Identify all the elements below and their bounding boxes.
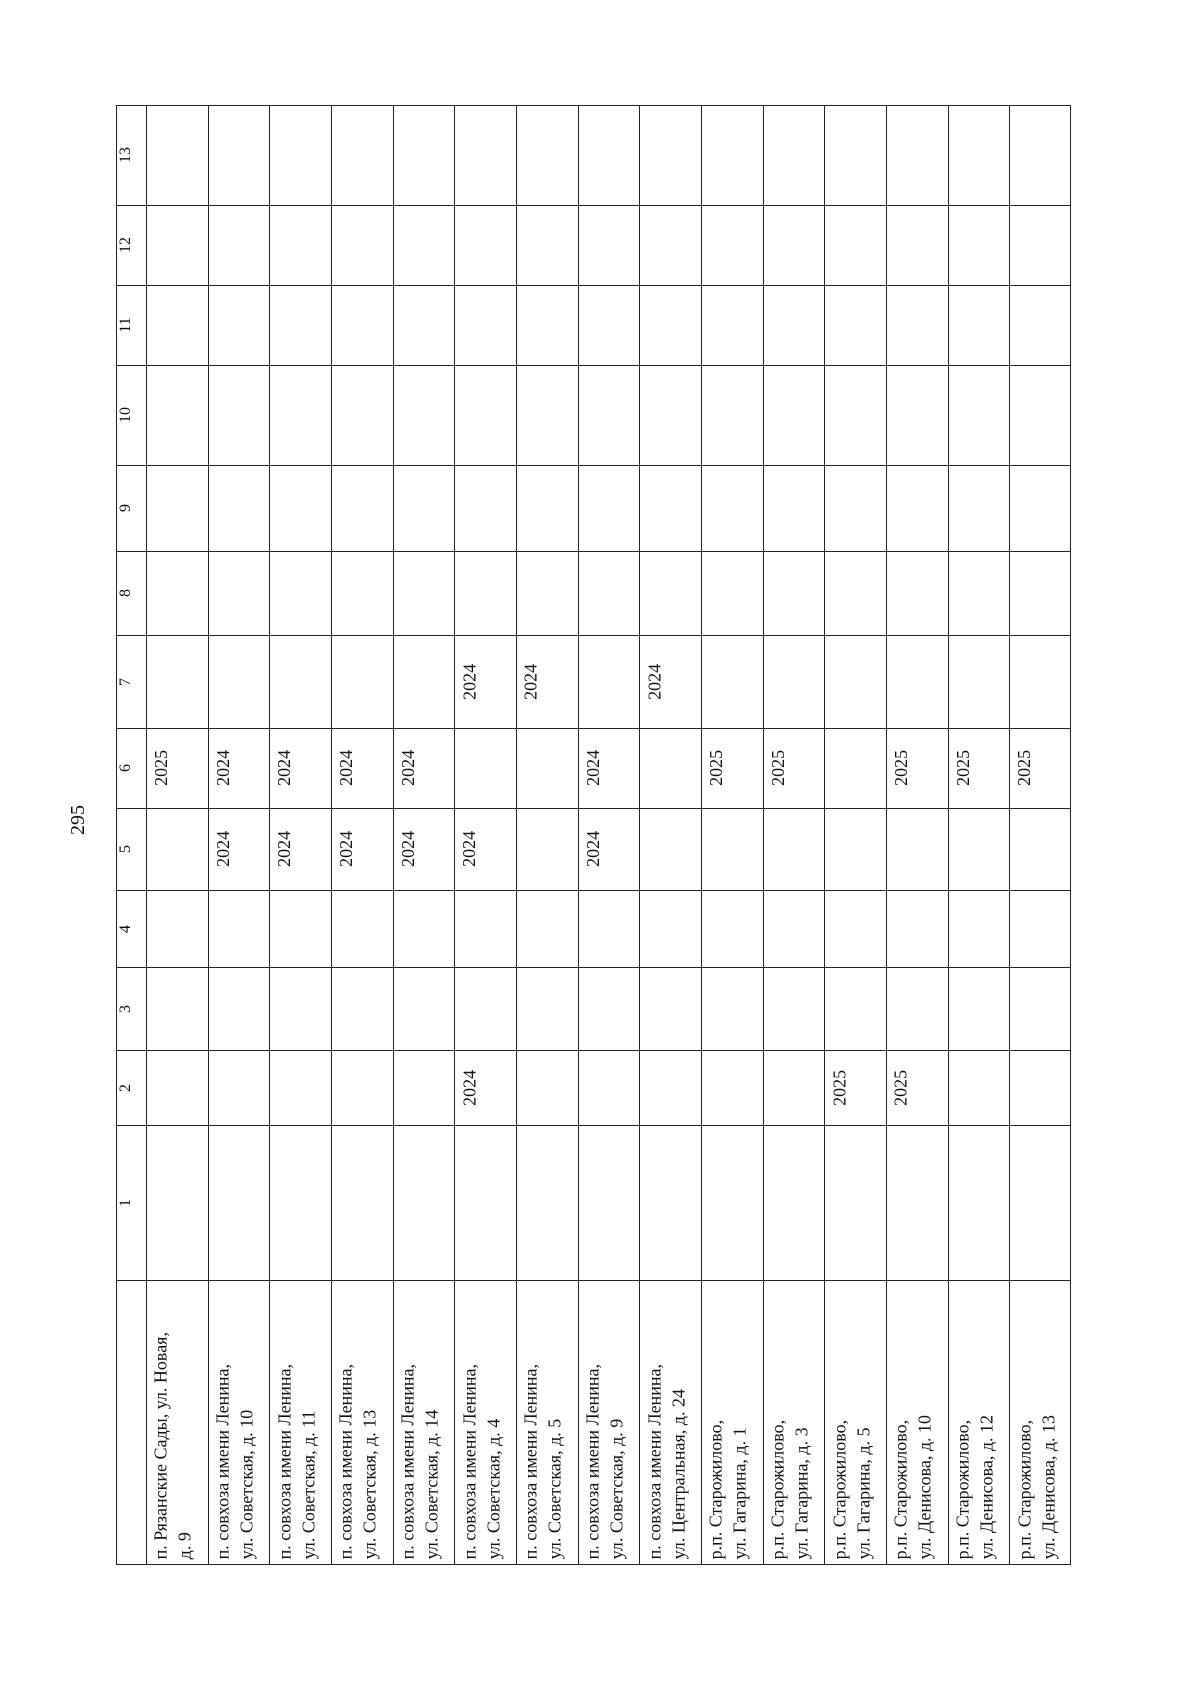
row-value-col-5 bbox=[1012, 894, 1068, 963]
row-value-col-6 bbox=[519, 812, 575, 886]
row-value-col-7: 2024 bbox=[274, 749, 295, 786]
row-value-col-10 bbox=[581, 469, 637, 547]
row-value-col-10 bbox=[951, 469, 1007, 547]
row-value-col-6 bbox=[642, 812, 698, 886]
row-value-col-6 bbox=[1012, 812, 1068, 886]
header-cell-2: 2 bbox=[117, 1083, 134, 1092]
row-value-col-11 bbox=[211, 369, 267, 461]
row-address: п. совхоза имени Ленина, ул. Советская, д. 9 bbox=[582, 1363, 627, 1559]
row-value-col-12 bbox=[951, 289, 1007, 361]
row-address: р.п. Старожилово, ул. Денисова, д. 13 bbox=[1014, 1414, 1059, 1559]
row-value-col-8 bbox=[827, 639, 883, 724]
row-value-col-13 bbox=[827, 209, 883, 281]
row-value-col-6 bbox=[766, 812, 822, 886]
row-value-col-8 bbox=[951, 639, 1007, 724]
row-value-col-13 bbox=[149, 209, 205, 281]
row-value-col-9 bbox=[457, 555, 513, 631]
row-divider bbox=[116, 205, 1071, 206]
row-value-col-3 bbox=[951, 1054, 1007, 1121]
header-cell-1: 1 bbox=[117, 1198, 134, 1207]
row-value-col-10 bbox=[211, 469, 267, 547]
row-value-col-3 bbox=[642, 1054, 698, 1121]
row-value-col-3: 2025 bbox=[891, 1069, 911, 1106]
row-value-col-5 bbox=[457, 894, 513, 963]
row-divider bbox=[116, 967, 1071, 968]
column-divider bbox=[146, 105, 147, 1565]
row-value-col-3 bbox=[1012, 1054, 1068, 1121]
row-value-col-11 bbox=[1012, 369, 1068, 461]
row-value-col-6 bbox=[889, 812, 945, 886]
row-value-col-10 bbox=[334, 469, 390, 547]
row-divider bbox=[116, 1280, 1071, 1281]
row-value-col-9 bbox=[951, 555, 1007, 631]
column-divider bbox=[454, 105, 455, 1565]
row-value-col-13 bbox=[457, 209, 513, 281]
row-value-col-7 bbox=[642, 732, 698, 804]
row-value-col-3 bbox=[272, 1054, 328, 1121]
row-value-col-8 bbox=[889, 639, 945, 724]
header-cell-3: 3 bbox=[117, 1004, 134, 1013]
row-value-col-4 bbox=[642, 971, 698, 1046]
row-value-col-6: 2024 bbox=[274, 830, 295, 867]
row-value-col-12 bbox=[334, 289, 390, 361]
row-value-col-9 bbox=[642, 555, 698, 631]
row-value-col-5 bbox=[889, 894, 945, 963]
row-value-col-4 bbox=[581, 971, 637, 1046]
row-address: п. совхоза имени Ленина, ул. Центральная, д. 24 bbox=[644, 1363, 689, 1559]
row-address: р.п. Старожилово, ул. Гагарина, д. 1 bbox=[706, 1419, 750, 1559]
row-value-col-4 bbox=[396, 971, 452, 1046]
row-value-col-8 bbox=[581, 639, 637, 724]
column-divider bbox=[886, 105, 887, 1565]
row-divider bbox=[116, 635, 1071, 636]
row-value-col-11 bbox=[766, 369, 822, 461]
row-divider bbox=[116, 551, 1071, 552]
row-value-col-11 bbox=[396, 369, 452, 461]
row-value-col-9 bbox=[149, 555, 205, 631]
row-value-col-9 bbox=[211, 555, 267, 631]
row-value-col-4 bbox=[889, 971, 945, 1046]
row-value-col-12 bbox=[272, 289, 328, 361]
row-value-col-12 bbox=[704, 289, 760, 361]
row-value-col-11 bbox=[272, 369, 328, 461]
row-value-col-10 bbox=[272, 469, 328, 547]
row-value-col-11 bbox=[149, 369, 205, 461]
row-value-col-11 bbox=[457, 369, 513, 461]
row-address: п. совхоза имени Ленина, ул. Советская, д. 13 bbox=[336, 1363, 380, 1559]
row-value-col-5 bbox=[396, 894, 452, 963]
row-value-col-4 bbox=[457, 971, 513, 1046]
row-value-col-5 bbox=[272, 894, 328, 963]
row-value-col-7: 2025 bbox=[1014, 749, 1035, 786]
row-value-col-3: 2024 bbox=[459, 1069, 480, 1106]
row-value-col-8 bbox=[1012, 639, 1068, 724]
row-value-col-9 bbox=[334, 555, 390, 631]
row-value-col-10 bbox=[704, 469, 760, 547]
row-value-col-9 bbox=[766, 555, 822, 631]
row-value-col-9 bbox=[1012, 555, 1068, 631]
row-value-col-6 bbox=[704, 812, 760, 886]
row-divider bbox=[116, 1050, 1071, 1051]
header-cell-NaN bbox=[116, 1393, 146, 1453]
row-address: р.п. Старожилово, ул. Денисова, д. 10 bbox=[891, 1414, 935, 1559]
column-divider bbox=[331, 105, 332, 1565]
row-value-col-4 bbox=[211, 971, 267, 1046]
row-divider bbox=[116, 1564, 1071, 1565]
row-value-col-8: 2024 bbox=[644, 663, 665, 700]
row-value-col-11 bbox=[581, 369, 637, 461]
row-value-col-7: 2025 bbox=[706, 749, 726, 786]
row-value-col-2 bbox=[951, 1129, 1007, 1276]
row-value-col-6 bbox=[149, 812, 205, 886]
row-value-col-2 bbox=[211, 1129, 267, 1276]
schedule-table bbox=[116, 105, 1071, 1565]
row-value-col-11 bbox=[334, 369, 390, 461]
row-value-col-2 bbox=[889, 1129, 945, 1276]
row-value-col-3 bbox=[211, 1054, 267, 1121]
row-value-col-11 bbox=[642, 369, 698, 461]
header-cell-12: 12 bbox=[117, 237, 134, 253]
row-value-col-6: 2024 bbox=[459, 830, 480, 867]
row-address: п. совхоза имени Ленина, ул. Советская, д. 4 bbox=[459, 1363, 504, 1559]
row-value-col-9 bbox=[396, 555, 452, 631]
row-value-col-6: 2024 bbox=[397, 830, 418, 867]
header-cell-9: 9 bbox=[117, 504, 134, 512]
row-value-col-3 bbox=[581, 1054, 637, 1121]
row-value-col-4 bbox=[827, 971, 883, 1046]
row-value-col-4 bbox=[334, 971, 390, 1046]
row-value-col-2 bbox=[149, 1129, 205, 1276]
row-value-col-5 bbox=[334, 894, 390, 963]
page-number: 295 bbox=[67, 805, 89, 835]
row-value-col-5 bbox=[581, 894, 637, 963]
row-value-col-11 bbox=[951, 369, 1007, 461]
row-value-col-7: 2024 bbox=[212, 749, 233, 786]
row-address: р.п. Старожилово, ул. Гагарина, д. 5 bbox=[829, 1419, 874, 1559]
column-divider bbox=[948, 105, 949, 1565]
row-value-col-12 bbox=[149, 289, 205, 361]
column-divider bbox=[208, 105, 209, 1565]
row-value-col-12 bbox=[642, 289, 698, 361]
row-value-col-12 bbox=[1012, 289, 1068, 361]
row-value-col-6 bbox=[951, 812, 1007, 886]
row-address: п. совхоза имени Ленина, ул. Советская, д. 5 bbox=[521, 1363, 565, 1559]
column-divider bbox=[701, 105, 702, 1565]
row-value-col-10 bbox=[642, 469, 698, 547]
row-value-col-10 bbox=[457, 469, 513, 547]
row-value-col-13 bbox=[581, 209, 637, 281]
row-value-col-11 bbox=[889, 369, 945, 461]
row-value-col-7: 2025 bbox=[952, 749, 973, 786]
row-value-col-8 bbox=[396, 639, 452, 724]
column-divider bbox=[269, 105, 270, 1565]
header-cell-10: 10 bbox=[117, 407, 134, 423]
row-value-col-6: 2024 bbox=[336, 830, 356, 867]
row-value-col-10 bbox=[519, 469, 575, 547]
row-value-col-4 bbox=[1012, 971, 1068, 1046]
header-cell-13: 13 bbox=[117, 147, 134, 163]
row-value-col-9 bbox=[889, 555, 945, 631]
header-cell-5: 5 bbox=[117, 845, 134, 853]
row-value-col-8: 2024 bbox=[521, 663, 541, 700]
row-value-col-8 bbox=[334, 639, 390, 724]
row-value-col-2 bbox=[396, 1129, 452, 1276]
row-value-col-8: 2024 bbox=[459, 663, 480, 700]
row-value-col-6: 2024 bbox=[582, 830, 603, 867]
row-address: п. совхоза имени Ленина, ул. Советская, д. 14 bbox=[397, 1363, 442, 1559]
row-value-col-10 bbox=[396, 469, 452, 547]
row-value-col-5 bbox=[827, 894, 883, 963]
row-value-col-11 bbox=[827, 369, 883, 461]
row-value-col-7 bbox=[519, 732, 575, 804]
row-value-col-9 bbox=[272, 555, 328, 631]
column-divider bbox=[1070, 105, 1071, 1565]
row-value-col-2 bbox=[827, 1129, 883, 1276]
row-value-col-13 bbox=[272, 209, 328, 281]
row-value-col-2 bbox=[1012, 1129, 1068, 1276]
row-value-col-8 bbox=[149, 639, 205, 724]
row-divider bbox=[116, 105, 1071, 106]
row-value-col-7: 2025 bbox=[767, 749, 788, 786]
row-value-col-5 bbox=[704, 894, 760, 963]
row-value-col-13 bbox=[951, 209, 1007, 281]
row-value-col-3 bbox=[704, 1054, 760, 1121]
row-value-col-8 bbox=[704, 639, 760, 724]
row-divider bbox=[116, 808, 1071, 809]
row-divider bbox=[116, 1125, 1071, 1126]
row-value-col-6 bbox=[827, 812, 883, 886]
column-divider bbox=[393, 105, 394, 1565]
row-value-col-5 bbox=[519, 894, 575, 963]
row-value-col-13 bbox=[1012, 209, 1068, 281]
row-value-col-13 bbox=[766, 209, 822, 281]
row-value-col-12 bbox=[519, 289, 575, 361]
row-value-col-9 bbox=[581, 555, 637, 631]
row-value-col-5 bbox=[211, 894, 267, 963]
row-value-col-12 bbox=[766, 289, 822, 361]
row-value-col-2 bbox=[457, 1129, 513, 1276]
row-value-col-5 bbox=[149, 894, 205, 963]
row-value-col-7: 2024 bbox=[336, 749, 356, 786]
column-divider bbox=[639, 105, 640, 1565]
row-address: р.п. Старожилово, ул. Гагарина, д. 3 bbox=[767, 1419, 812, 1559]
row-value-col-2 bbox=[642, 1129, 698, 1276]
row-value-col-9 bbox=[704, 555, 760, 631]
row-value-col-10 bbox=[1012, 469, 1068, 547]
row-value-col-5 bbox=[766, 894, 822, 963]
row-value-col-4 bbox=[519, 971, 575, 1046]
row-value-col-7: 2025 bbox=[891, 749, 911, 786]
row-value-col-4 bbox=[704, 971, 760, 1046]
column-divider bbox=[1009, 105, 1010, 1565]
row-value-col-12 bbox=[889, 289, 945, 361]
row-value-col-2 bbox=[272, 1129, 328, 1276]
row-value-col-13 bbox=[642, 209, 698, 281]
row-value-col-12 bbox=[581, 289, 637, 361]
row-value-col-3: 2025 bbox=[829, 1069, 850, 1106]
header-cell-6: 6 bbox=[117, 764, 134, 772]
row-value-col-11 bbox=[519, 369, 575, 461]
row-value-col-13 bbox=[519, 209, 575, 281]
row-value-col-13 bbox=[704, 209, 760, 281]
row-divider bbox=[116, 728, 1071, 729]
row-value-col-8 bbox=[272, 639, 328, 724]
row-divider bbox=[116, 465, 1071, 466]
row-value-col-13 bbox=[396, 209, 452, 281]
column-divider bbox=[578, 105, 579, 1565]
row-value-col-7 bbox=[457, 732, 513, 804]
row-value-col-5 bbox=[642, 894, 698, 963]
row-value-col-4 bbox=[272, 971, 328, 1046]
row-value-col-2 bbox=[581, 1129, 637, 1276]
row-value-col-9 bbox=[519, 555, 575, 631]
row-value-col-12 bbox=[396, 289, 452, 361]
row-value-col-2 bbox=[334, 1129, 390, 1276]
row-divider bbox=[116, 890, 1071, 891]
row-value-col-12 bbox=[211, 289, 267, 361]
header-cell-4: 4 bbox=[117, 924, 134, 933]
row-value-col-13 bbox=[889, 209, 945, 281]
column-divider bbox=[824, 105, 825, 1565]
row-value-col-12 bbox=[827, 289, 883, 361]
row-value-col-2 bbox=[766, 1129, 822, 1276]
header-cell-8: 8 bbox=[117, 589, 134, 597]
row-value-col-4 bbox=[951, 971, 1007, 1046]
row-value-col-8 bbox=[766, 639, 822, 724]
row-value-col-3 bbox=[334, 1054, 390, 1121]
row-value-col-7: 2025 bbox=[151, 749, 171, 786]
row-address: п. Рязанские Сады, ул. Новая, д. 9 bbox=[151, 1331, 196, 1559]
row-value-col-3 bbox=[519, 1054, 575, 1121]
row-value-col-10 bbox=[766, 469, 822, 547]
row-divider bbox=[116, 285, 1071, 286]
row-value-col-2 bbox=[519, 1129, 575, 1276]
row-value-col-8 bbox=[211, 639, 267, 724]
row-divider bbox=[116, 365, 1071, 366]
row-value-col-3 bbox=[766, 1054, 822, 1121]
row-value-col-10 bbox=[889, 469, 945, 547]
row-value-col-7: 2024 bbox=[397, 749, 418, 786]
row-value-col-12 bbox=[457, 289, 513, 361]
row-value-col-13 bbox=[334, 209, 390, 281]
row-value-col-3 bbox=[396, 1054, 452, 1121]
row-value-col-7 bbox=[827, 732, 883, 804]
row-value-col-6: 2024 bbox=[212, 830, 233, 867]
row-value-col-4 bbox=[766, 971, 822, 1046]
row-value-col-10 bbox=[827, 469, 883, 547]
row-value-col-7: 2024 bbox=[582, 749, 603, 786]
row-value-col-5 bbox=[951, 894, 1007, 963]
header-cell-11: 11 bbox=[117, 317, 134, 333]
header-cell-7: 7 bbox=[117, 677, 134, 686]
row-address: п. совхоза имени Ленина, ул. Советская, д. 11 bbox=[274, 1363, 319, 1559]
row-value-col-2 bbox=[704, 1129, 760, 1276]
row-address: п. совхоза имени Ленина, ул. Советская, д. 10 bbox=[212, 1363, 257, 1559]
row-value-col-13 bbox=[211, 209, 267, 281]
row-value-col-4 bbox=[149, 971, 205, 1046]
row-value-col-9 bbox=[827, 555, 883, 631]
row-value-col-10 bbox=[149, 469, 205, 547]
column-divider bbox=[516, 105, 517, 1565]
column-divider bbox=[763, 105, 764, 1565]
row-value-col-3 bbox=[149, 1054, 205, 1121]
row-address: р.п. Старожилово, ул. Денисова, д. 12 bbox=[952, 1414, 997, 1559]
row-value-col-11 bbox=[704, 369, 760, 461]
